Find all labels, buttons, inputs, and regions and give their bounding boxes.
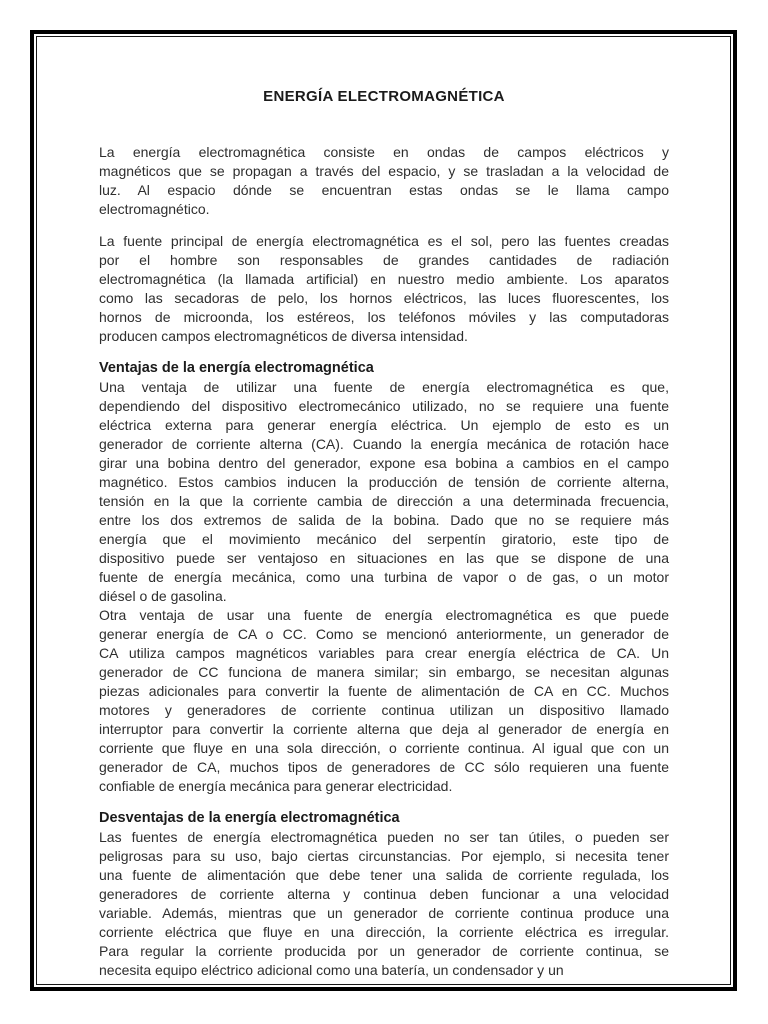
text-line: energía que el movimiento mecánico del serpentín giratorio, este tipo de	[99, 531, 669, 547]
text-line: fuente de energía mecánica, como una turbina de vapor o de gas, o un motor	[99, 569, 669, 585]
blank-line	[99, 346, 669, 359]
text-line: La energía electromagnética consiste en ondas de campos eléctricos y	[99, 144, 669, 160]
text-line: generadores de corriente alterna y continua deben funcionar a una velocidad	[99, 886, 669, 902]
document-body	[99, 143, 669, 980]
text-line: diésel o de gasolina.	[99, 588, 227, 604]
text-line: Una ventaja de utilizar una fuente de energía electromagnética es que,	[99, 379, 669, 395]
text-line: magnético. Estos cambios inducen la producción de tensión de corriente alterna,	[99, 474, 669, 490]
paragraph	[99, 378, 669, 606]
paragraph	[99, 606, 669, 796]
text-line: eléctrica externa para generar energía eléctrica. Un ejemplo de esto es un	[99, 417, 669, 433]
section-heading: Ventajas de la energía electromagnética	[99, 360, 374, 376]
text-line: generador de CC funciona de manera similar; sin embargo, se necesitan algunas	[99, 664, 669, 680]
text-line: por el hombre son responsables de grandes cantidades de radiación	[99, 252, 669, 268]
paragraph	[99, 828, 669, 980]
text-line: luz. Al espacio dónde se encuentran estas ondas se le llama campo	[99, 182, 669, 198]
text-line: magnéticos que se propagan a través del espacio, y se trasladan a la velocidad de	[99, 163, 669, 179]
text-line: electromagnético.	[99, 201, 210, 217]
text-line: una fuente de alimentación que debe tener una salida de corriente regulada, los	[99, 867, 669, 883]
document-title: ENERGÍA ELECTROMAGNÉTICA	[263, 88, 505, 105]
text-line: Las fuentes de energía electromagnética pueden no ser tan útiles, o pueden ser	[99, 829, 669, 845]
page-border-inner	[36, 36, 731, 985]
text-line: corriente eléctrica que fluye en una dirección, la corriente eléctrica es irregular.	[99, 924, 669, 940]
text-line: La fuente principal de energía electromagnética es el sol, pero las fuentes creadas	[99, 233, 669, 249]
text-line: piezas adicionales para convertir la fuente de alimentación de CA en CC. Muchos	[99, 683, 669, 699]
blank-line	[99, 796, 669, 809]
text-line: confiable de energía mecánica para generar electricidad.	[99, 778, 453, 794]
text-line: motores y generadores de corriente continua utilizan un dispositivo llamado	[99, 702, 669, 718]
section-heading: Desventajas de la energía electromagnética	[99, 810, 400, 826]
text-line: corriente que fluye en una sola dirección, o corriente continua. Al igual que con un	[99, 740, 669, 756]
text-line: dependiendo del dispositivo electromecánico utilizado, no se requiere una fuente	[99, 398, 669, 414]
text-line: necesita equipo eléctrico adicional como una batería, un condensador y un	[99, 962, 564, 978]
text-line: interruptor para convertir la corriente alterna que deja al generador de energía en	[99, 721, 669, 737]
paragraph	[99, 232, 669, 346]
text-line: electromagnética (la llamada artificial) en nuestro medio ambiente. Los aparatos	[99, 271, 669, 287]
text-line: dispositivo puede ser ventajoso en situaciones en las que se dispone de una	[99, 550, 669, 566]
text-line: producen campos electromagnéticos de diversa intensidad.	[99, 328, 468, 344]
text-line: como las secadoras de pelo, los hornos eléctricos, las luces fluorescentes, los	[99, 290, 669, 306]
text-line: entre los dos extremos de salida de la bobina. Dado que no se requiere más	[99, 512, 669, 528]
text-line: tensión en la que la corriente cambia de dirección a una determinada frecuencia,	[99, 493, 669, 509]
text-line: Para regular la corriente producida por un generador de corriente continua, se	[99, 943, 669, 959]
text-line: peligrosas para su uso, bajo ciertas circunstancias. Por ejemplo, si necesita tener	[99, 848, 669, 864]
text-line: girar una bobina dentro del generador, expone esa bobina a cambios en el campo	[99, 455, 669, 471]
page-border-frame	[30, 30, 737, 991]
blank-line	[99, 219, 669, 232]
text-line: variable. Además, mientras que un generador de corriente continua produce una	[99, 905, 669, 921]
text-line: generador de CA, muchos tipos de generadores de CC sólo requieren una fuente	[99, 759, 669, 775]
text-line: generar energía de CA o CC. Como se mencionó anteriormente, un generador de	[99, 626, 669, 642]
text-line: Otra ventaja de usar una fuente de energía electromagnética es que puede	[99, 607, 669, 623]
text-line: generador de corriente alterna (CA). Cuando la energía mecánica de rotación hace	[99, 436, 669, 452]
paragraph	[99, 143, 669, 219]
text-line: hornos de microonda, los estéreos, los teléfonos móviles y las computadoras	[99, 309, 669, 325]
text-line: CA utiliza campos magnéticos variables para crear energía eléctrica de CA. Un	[99, 645, 669, 661]
